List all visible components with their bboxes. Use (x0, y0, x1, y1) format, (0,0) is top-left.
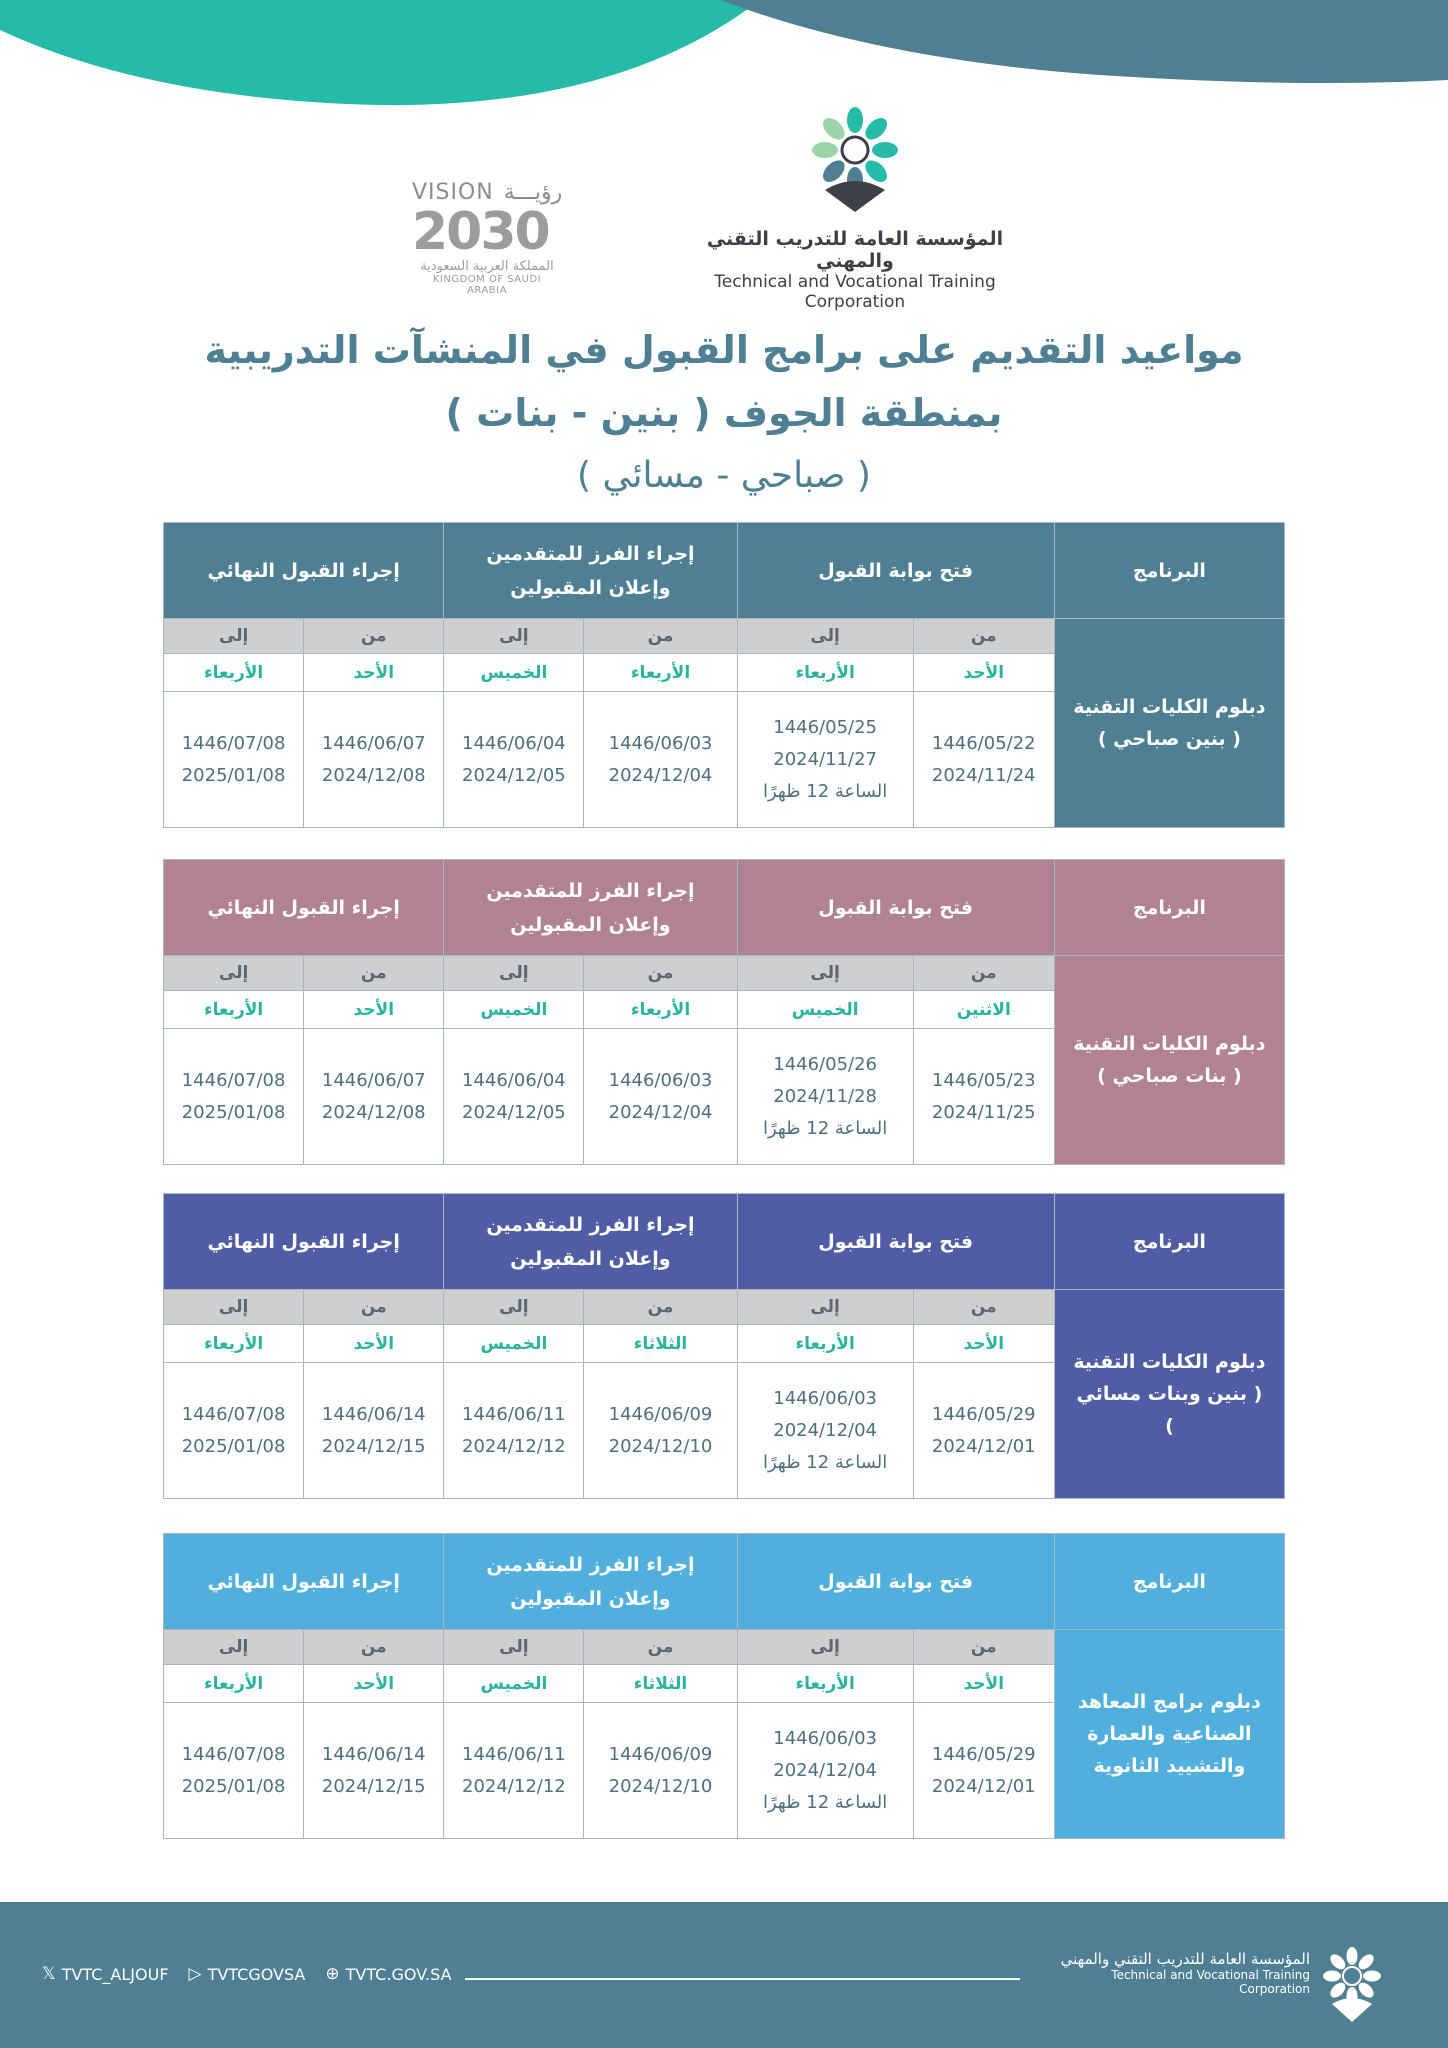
hijri-date: 1446/05/22 (931, 732, 1036, 754)
gregorian-date: 2024/12/15 (321, 1435, 426, 1457)
gregorian-date: 2024/11/24 (931, 764, 1036, 786)
title-line-2: بمنطقة الجوف ( بنين - بنات ) (445, 391, 1003, 435)
program-name: دبلوم الكليات التقنية ( بنين وبنات مسائي ) (1054, 1290, 1284, 1499)
footer (0, 1902, 1448, 2048)
final-header: إجراء القبول النهائي (164, 1194, 444, 1290)
date-cell (304, 1029, 444, 1165)
gregorian-date: 2024/12/04 (773, 1759, 877, 1781)
day-cell: الأربعاء (737, 654, 913, 692)
day-cell: الاثنين (913, 991, 1054, 1029)
date-cell (304, 1703, 444, 1839)
social-links (42, 1964, 452, 1984)
time-note: الساعة 12 ظهرًا (762, 1451, 888, 1473)
hijri-date: 1446/06/03 (773, 1387, 877, 1409)
sorting-header: إجراء الفرز للمتقدمين وإعلان المقبولين (444, 1534, 737, 1630)
from-label: من (584, 1630, 737, 1665)
day-cell: الأربعاء (584, 654, 737, 692)
date-cell (444, 1703, 584, 1839)
day-cell: الأربعاء (584, 991, 737, 1029)
from-label: من (584, 1290, 737, 1325)
hijri-date: 1446/06/04 (462, 1069, 566, 1091)
hijri-date: 1446/05/26 (773, 1053, 877, 1075)
sorting-header: إجراء الفرز للمتقدمين وإعلان المقبولين (444, 860, 737, 956)
hijri-date: 1446/06/14 (321, 1743, 426, 1765)
footer-org (1050, 1950, 1310, 1996)
x-link[interactable] (42, 1964, 169, 1984)
date-cell (584, 1029, 737, 1165)
vision-label: VISION (412, 180, 494, 205)
date-cell (304, 692, 444, 828)
hijri-date: 1446/06/14 (321, 1403, 426, 1425)
gregorian-date: 2024/12/04 (608, 764, 713, 786)
youtube-link[interactable] (189, 1964, 306, 1984)
sorting-header: إجراء الفرز للمتقدمين وإعلان المقبولين (444, 1194, 737, 1290)
gregorian-date: 2024/11/28 (773, 1085, 877, 1107)
footer-org-en: Technical and Vocational Training Corporation (1111, 1968, 1310, 1996)
date-cell (737, 1703, 913, 1839)
gregorian-date: 2025/01/08 (181, 764, 286, 786)
from-label: من (304, 1290, 444, 1325)
gregorian-date: 2025/01/08 (181, 1101, 286, 1123)
date-cell (164, 1363, 304, 1499)
to-label: إلى (444, 619, 584, 654)
from-label: من (584, 619, 737, 654)
tvtc-logo (670, 100, 1040, 312)
day-cell: الخميس (444, 991, 584, 1029)
from-label: من (913, 619, 1054, 654)
gregorian-date: 2024/12/01 (931, 1435, 1036, 1457)
gregorian-date: 2024/12/01 (931, 1775, 1036, 1797)
from-label: من (304, 1630, 444, 1665)
hijri-date: 1446/06/03 (608, 732, 713, 754)
schedule-table-3 (163, 1193, 1285, 1499)
footer-org-ar: المؤسسة العامة للتدريب التقني والمهني (1060, 1950, 1310, 1968)
date-cell (584, 1363, 737, 1499)
from-label: من (913, 956, 1054, 991)
day-cell: الخميس (737, 991, 913, 1029)
date-cell (737, 692, 913, 828)
hijri-date: 1446/06/03 (608, 1069, 713, 1091)
gregorian-date: 2025/01/08 (181, 1775, 286, 1797)
gregorian-date: 2024/12/12 (462, 1435, 566, 1457)
day-cell: الأربعاء (737, 1325, 913, 1363)
hijri-date: 1446/06/03 (773, 1727, 877, 1749)
gregorian-date: 2024/12/08 (321, 1101, 426, 1123)
date-cell (913, 692, 1054, 828)
gregorian-date: 2024/12/15 (321, 1775, 426, 1797)
globe-icon: ⊕ (325, 1964, 340, 1984)
hijri-date: 1446/06/09 (608, 1743, 713, 1765)
from-label: من (584, 956, 737, 991)
title-line-3: ( صباحي - مسائي ) (577, 455, 871, 496)
date-cell (164, 692, 304, 828)
vision-country-ar: المملكة العربية السعودية (420, 259, 554, 274)
day-cell: الأربعاء (737, 1665, 913, 1703)
program-name: دبلوم الكليات التقنية ( بنات صباحي ) (1054, 956, 1284, 1165)
schedule-table-2 (163, 859, 1285, 1165)
hijri-date: 1446/05/29 (931, 1743, 1036, 1765)
gregorian-date: 2024/11/25 (931, 1101, 1036, 1123)
day-cell: الأربعاء (164, 1665, 304, 1703)
hijri-date: 1446/05/25 (773, 716, 877, 738)
day-cell: الأحد (913, 654, 1054, 692)
gregorian-date: 2024/12/04 (608, 1101, 713, 1123)
gregorian-date: 2024/12/05 (462, 764, 566, 786)
vision-country-en: KINGDOM OF SAUDI ARABIA (432, 274, 542, 296)
to-label: إلى (164, 619, 304, 654)
program-name: دبلوم الكليات التقنية ( بنين صباحي ) (1054, 619, 1284, 828)
gregorian-date: 2024/12/05 (462, 1101, 566, 1123)
hijri-date: 1446/06/07 (321, 1069, 426, 1091)
day-cell: الخميس (444, 1325, 584, 1363)
portal-header: فتح بوابة القبول (737, 860, 1054, 956)
day-cell: الثلاثاء (584, 1325, 737, 1363)
gregorian-date: 2024/12/10 (608, 1775, 713, 1797)
hijri-date: 1446/06/09 (608, 1403, 713, 1425)
gregorian-date: 2024/12/10 (608, 1435, 713, 1457)
footer-divider (465, 1978, 1020, 1980)
footer-tvtc-emblem-icon (1316, 1942, 1388, 2028)
title-line-1: مواعيد التقديم على برامج القبول في المنشآت التدريبية (204, 328, 1244, 372)
date-cell (444, 1029, 584, 1165)
hijri-date: 1446/05/29 (931, 1403, 1036, 1425)
hijri-date: 1446/07/08 (181, 1069, 286, 1091)
from-label: من (913, 1630, 1054, 1665)
day-cell: الأربعاء (164, 654, 304, 692)
hijri-date: 1446/06/11 (462, 1403, 566, 1425)
to-label: إلى (737, 1630, 913, 1665)
time-note: الساعة 12 ظهرًا (762, 1117, 888, 1139)
day-cell: الأحد (913, 1665, 1054, 1703)
date-cell (584, 692, 737, 828)
date-cell (584, 1703, 737, 1839)
date-cell (304, 1363, 444, 1499)
hijri-date: 1446/07/08 (181, 1403, 286, 1425)
to-label: إلى (444, 956, 584, 991)
to-label: إلى (164, 1630, 304, 1665)
gregorian-date: 2024/11/27 (773, 748, 877, 770)
day-cell: الخميس (444, 1665, 584, 1703)
date-cell (913, 1703, 1054, 1839)
gregorian-date: 2025/01/08 (181, 1435, 286, 1457)
to-label: إلى (444, 1630, 584, 1665)
website-link[interactable] (325, 1964, 451, 1984)
to-label: إلى (444, 1290, 584, 1325)
final-header: إجراء القبول النهائي (164, 860, 444, 956)
gregorian-date: 2024/12/12 (462, 1775, 566, 1797)
x-handle: TVTC_ALJOUF (61, 1964, 169, 1984)
day-cell: الأحد (304, 654, 444, 692)
org-name-ar: المؤسسة العامة للتدريب التقني والمهني (706, 228, 1004, 272)
day-cell: الأربعاء (164, 1325, 304, 1363)
day-cell: الأحد (913, 1325, 1054, 1363)
to-label: إلى (737, 619, 913, 654)
program-header: البرنامج (1054, 1534, 1284, 1630)
portal-header: فتح بوابة القبول (737, 523, 1054, 619)
date-cell (444, 1363, 584, 1499)
day-cell: الأحد (304, 1665, 444, 1703)
to-label: إلى (737, 1290, 913, 1325)
day-cell: الخميس (444, 654, 584, 692)
youtube-handle: TVTCGOVSA (207, 1964, 306, 1984)
to-label: إلى (164, 956, 304, 991)
schedule-table-1 (163, 522, 1285, 828)
hijri-date: 1446/06/11 (462, 1743, 566, 1765)
day-cell: الثلاثاء (584, 1665, 737, 1703)
gregorian-date: 2024/12/04 (773, 1419, 877, 1441)
portal-header: فتح بوابة القبول (737, 1534, 1054, 1630)
to-label: إلى (164, 1290, 304, 1325)
schedule-table-4 (163, 1533, 1285, 1839)
day-cell: الأربعاء (164, 991, 304, 1029)
vision-ar: رؤيـــة (503, 180, 563, 205)
date-cell (444, 692, 584, 828)
program-header: البرنامج (1054, 860, 1284, 956)
program-header: البرنامج (1054, 1194, 1284, 1290)
date-cell (737, 1029, 913, 1165)
from-label: من (304, 619, 444, 654)
page-title (0, 318, 1448, 508)
tvtc-emblem-icon (800, 100, 910, 220)
program-header: البرنامج (1054, 523, 1284, 619)
date-cell (164, 1703, 304, 1839)
time-note: الساعة 12 ظهرًا (762, 1791, 888, 1813)
youtube-icon: ▷ (188, 1964, 202, 1984)
final-header: إجراء القبول النهائي (164, 1534, 444, 1630)
hijri-date: 1446/07/08 (181, 1743, 286, 1765)
date-cell (164, 1029, 304, 1165)
program-name: دبلوم برامج المعاهد الصناعية والعمارة والتشييد الثانوية (1054, 1630, 1284, 1839)
day-cell: الأحد (304, 1325, 444, 1363)
hijri-date: 1446/05/23 (931, 1069, 1036, 1091)
from-label: من (913, 1290, 1054, 1325)
vision-2030-logo (412, 180, 572, 296)
date-cell (913, 1029, 1054, 1165)
vision-year: 2030 (412, 202, 549, 262)
sorting-header: إجراء الفرز للمتقدمين وإعلان المقبولين (444, 523, 737, 619)
gregorian-date: 2024/12/08 (321, 764, 426, 786)
portal-header: فتح بوابة القبول (737, 1194, 1054, 1290)
final-header: إجراء القبول النهائي (164, 523, 444, 619)
org-name-en: Technical and Vocational Training Corporation (714, 272, 996, 312)
day-cell: الأحد (304, 991, 444, 1029)
website-url: TVTC.GOV.SA (345, 1964, 452, 1984)
time-note: الساعة 12 ظهرًا (762, 780, 888, 802)
from-label: من (304, 956, 444, 991)
hijri-date: 1446/06/04 (462, 732, 566, 754)
hijri-date: 1446/07/08 (181, 732, 286, 754)
hijri-date: 1446/06/07 (321, 732, 426, 754)
date-cell (913, 1363, 1054, 1499)
x-icon: 𝕏 (42, 1964, 56, 1984)
to-label: إلى (737, 956, 913, 991)
date-cell (737, 1363, 913, 1499)
